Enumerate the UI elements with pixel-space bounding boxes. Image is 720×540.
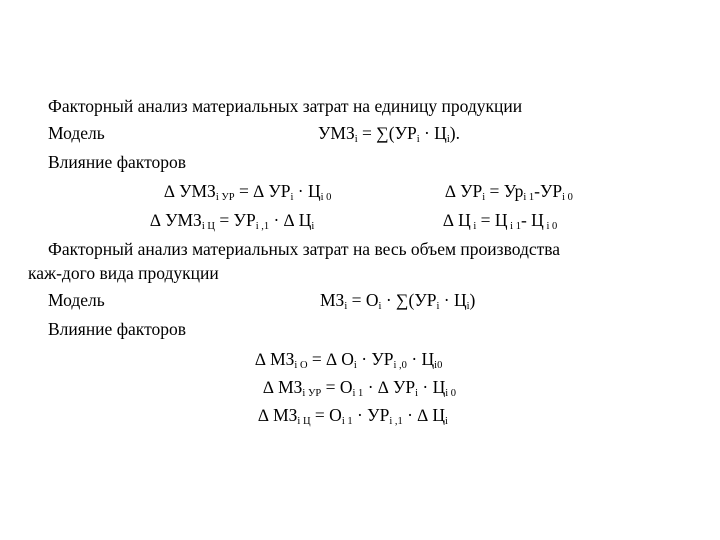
section2-model-label: Модель — [48, 290, 105, 310]
section2-formula-mz-o: ∆ $МЗ_{i О}$ = ∆ $О_i \cdot УР_{i ,0} \cdot Ц_{i0}$ — [255, 349, 443, 371]
section2-formula-mz-c: ∆ $МЗ_{i Ц} = О_{i 1} \cdot УР_{i ,1}$ · ∆ $Ц_i$ — [258, 405, 448, 427]
section2-factors-label: Влияние факторов — [48, 319, 187, 339]
section2-model-formula: $МЗ_i = О_i \cdot \sum(УР_i \cdot Ц_i)$ — [320, 290, 476, 312]
section1-title: Факторный анализ материальных затрат на единицу продукции — [48, 96, 523, 116]
section1-formula-umz-c: ∆ $УМЗ_{i Ц} = УР_{i ,1}$ · ∆ $Ц_i$ — [150, 210, 315, 232]
section1-formula-umz-ur: ∆ $УМЗ_{i УР}$ = ∆ $УР_i \cdot Ц_{i 0}$ — [164, 181, 332, 203]
section2-title-line1: Факторный анализ материальных затрат на весь объем производства — [48, 239, 561, 259]
section1-factors-label: Влияние факторов — [48, 152, 187, 172]
section1-formula-delta-c: ∆ Ц $_i$ = Ц $_{i 1}$- Ц $_{i 0}$ — [443, 210, 558, 232]
section1-formula-delta-ur: ∆ $УР_i = Ур_{i 1}-УР_{i 0}$ — [445, 181, 573, 203]
section1-model-label: Модель — [48, 123, 105, 143]
section1-model-formula: $УМЗ_i = \sum(УР_i \cdot Ц_i)$. — [318, 123, 460, 145]
section2-formula-mz-ur: ∆ $МЗ_{i УР} = О_{i 1}$ · ∆ $УР_i \cdot Ц_{i 0}$ — [263, 377, 457, 399]
section2-title-line2: каж-дого вида продукции — [28, 263, 219, 283]
